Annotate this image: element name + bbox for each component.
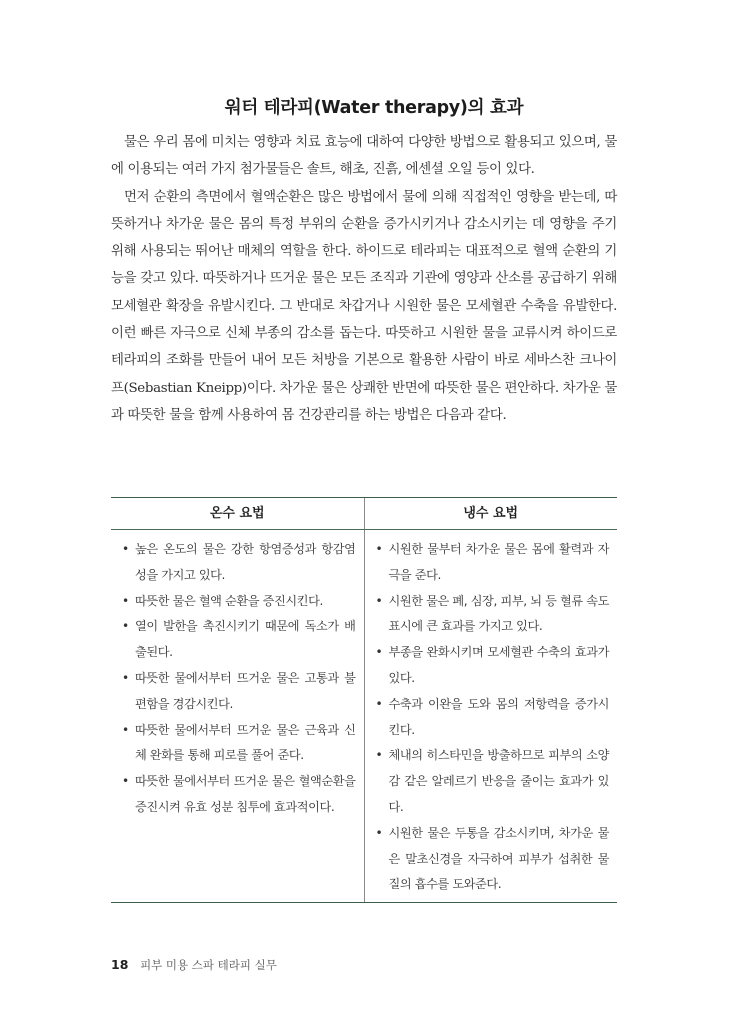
bullet-icon: • bbox=[122, 670, 129, 685]
bullet-icon: • bbox=[375, 542, 383, 556]
body-text bbox=[111, 129, 617, 429]
bullet-icon: • bbox=[122, 542, 129, 556]
bullet-icon: • bbox=[122, 593, 129, 608]
warm-therapy-header: 온수 요법 bbox=[111, 498, 365, 529]
cold-therapy-header: 냉수 요법 bbox=[463, 506, 519, 521]
page-title: 워터 테라피(Water therapy)의 효과 bbox=[224, 98, 524, 118]
bullet-icon: • bbox=[122, 774, 129, 789]
list-item: • 시원한 물은 폐, 심장, 피부, 뇌 등 혈류 속도 표시에 큰 효과를 가지고 있다. bbox=[374, 589, 610, 641]
list-item: • 열이 발한을 촉진시키기 때문에 독소가 배출된다. bbox=[120, 614, 356, 666]
bullet-icon: • bbox=[375, 748, 383, 763]
bullet-icon: • bbox=[122, 619, 129, 634]
list-item: • 부종을 완화시키며 모세혈관 수축의 효과가 있다. bbox=[374, 640, 610, 692]
bullet-icon: • bbox=[375, 825, 383, 840]
cold-therapy-column bbox=[365, 530, 618, 902]
table-body bbox=[111, 530, 617, 902]
bullet-icon: • bbox=[375, 645, 383, 660]
paragraph: 물은 우리 몸에 미치는 영향과 치료 효능에 대하여 다양한 방법으로 활용되고 있으며, 물에 이용되는 여러 가지 첨가물들은 솔트, 해초, 진흙, 에센셜 오일 등이 있다. bbox=[111, 135, 617, 178]
bullet-icon: • bbox=[375, 593, 383, 608]
page-number: 18 bbox=[111, 957, 129, 972]
list-item: • 따뜻한 물에서부터 뜨거운 물은 근육과 신체 완화를 통해 피로를 풀어 준다. bbox=[120, 718, 356, 770]
list-item: • 체내의 히스타민을 방출하므로 피부의 소양감 같은 알레르기 반응을 줄이는 효과가 있다. bbox=[374, 743, 610, 820]
list-item: • 시원한 물부터 차가운 물은 몸에 활력과 자극을 준다. bbox=[374, 537, 610, 589]
therapy-table bbox=[111, 497, 617, 903]
list-item: • 따뜻한 물에서부터 뜨거운 물은 혈액순환을 증진시켜 유효 성분 침투에 효과적이다. bbox=[120, 769, 356, 821]
list-item: • 시원한 물은 두통을 감소시키며, 차가운 물은 말초신경을 자극하여 피부가 섭취한 물질의 흡수를 도와준다. bbox=[374, 821, 610, 898]
table-header-row bbox=[111, 498, 617, 530]
list-item: • 높은 온도의 물은 강한 항염증성과 항감염성을 가지고 있다. bbox=[120, 537, 356, 589]
list-item: • 따뜻한 물은 혈액 순환을 증진시킨다. bbox=[120, 589, 356, 615]
book-title: 피부 미용 스파 테라피 실무 bbox=[140, 958, 277, 972]
list-item: • 따뜻한 물에서부터 뜨거운 물은 고통과 불편함을 경감시킨다. bbox=[120, 666, 356, 718]
list-item: • 수축과 이완을 도와 몸의 저항력을 증가시킨다. bbox=[374, 692, 610, 744]
bullet-icon: • bbox=[375, 696, 383, 711]
warm-therapy-column bbox=[111, 530, 365, 902]
bullet-icon: • bbox=[122, 722, 129, 737]
page-footer bbox=[111, 957, 277, 973]
paragraph: 먼저 순환의 측면에서 혈액순환은 많은 방법에서 물에 의해 직접적인 영향을 받는데, 따뜻하거나 차가운 물은 몸의 특정 부위의 순환을 증가시키거나 감소시키는 데 영향을 주기 위해 사용되는 뛰어난 매체의 역할을 한다. 하이드로 테라피는 대표적으로 혈액 순환의 기능을 갖고 있다. 따뜻하거나 뜨거운 물은 모든 조직과 기관에 영양과 산소를 공급하기 위해 모세혈관 확장을 유발시킨다. 그 반대로 차갑거나 시원한 물은 모세혈관 수축을 유발한다. 이런 빠른 자극으로 신체 부종의 감소를 돕는다. 따뜻하고 시원한 물을 교류시켜 하이드로 테라피의 조화를 만들어 내어 모든 처방을 기본으로 활용한 사람이 바로 세바스찬 크나이프(Sebastian Kneipp)이다. 차가운 물은 상쾌한 반면에 따뜻한 물은 편안하다. 차가운 물과 따뜻한 물을 함께 사용하여 몸 건강관리를 하는 방법은 다음과 같다. bbox=[111, 189, 617, 423]
